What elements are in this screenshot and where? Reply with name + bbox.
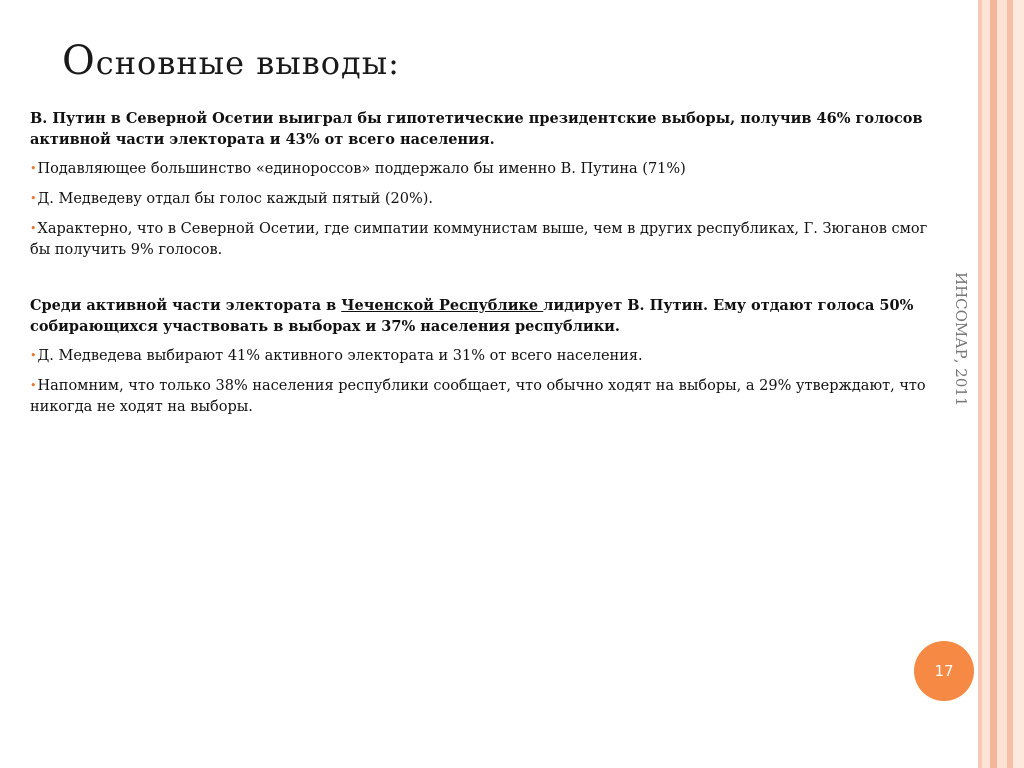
bullet-icon: • [30,192,37,205]
watermark-text: ИНСОМАР, 2011 [952,272,970,407]
bullet-icon: • [30,222,37,235]
bullet-icon: • [30,349,37,362]
bullet-icon: • [30,379,37,392]
decor-stripe [997,0,1007,768]
slide-title [62,38,922,84]
title-rest: сновные выводы: [95,44,400,82]
page-number-badge: 17 [914,641,974,701]
decor-stripe [982,0,990,768]
list-item: •Напомним, что только 38% населения республики сообщает, что обычно ходят на выборы, а 29% утверждают, что никогда не ходят на выборы. [30,378,926,415]
list-item: •Д. Медведева выбирают 41% активного электората и 31% от всего населения. [30,348,643,364]
list-item: •Характерно, что в Северной Осетии, где симпатии коммунистам выше, чем в других республиках, Г. Зюганов смог бы получить 9% голосов. [30,221,928,258]
section1-lead: В. Путин в Северной Осетии выиграл бы гипотетические президентские выборы, получив 46% голосов активной части электората и 43% от всего населения. [30,110,923,148]
title-first-letter: О [62,38,96,84]
decor-stripe [1013,0,1024,768]
slide-content [30,108,952,426]
list-item: •Д. Медведеву отдал бы голос каждый пятый (20%). [30,191,434,207]
chechen-republic-link[interactable]: Чеченской Республике [341,297,544,314]
section2-lead: Среди активной части электората в Чеченской Республике лидирует В. Путин. Ему отдают голоса 50% собирающихся участвовать в выборах и 37% населения республики. [30,297,914,335]
decor-stripe [990,0,997,768]
bullet-icon: • [30,162,37,175]
list-item: •Подавляющее большинство «единороссов» поддержало бы именно В. Путина (71%) [30,161,686,177]
